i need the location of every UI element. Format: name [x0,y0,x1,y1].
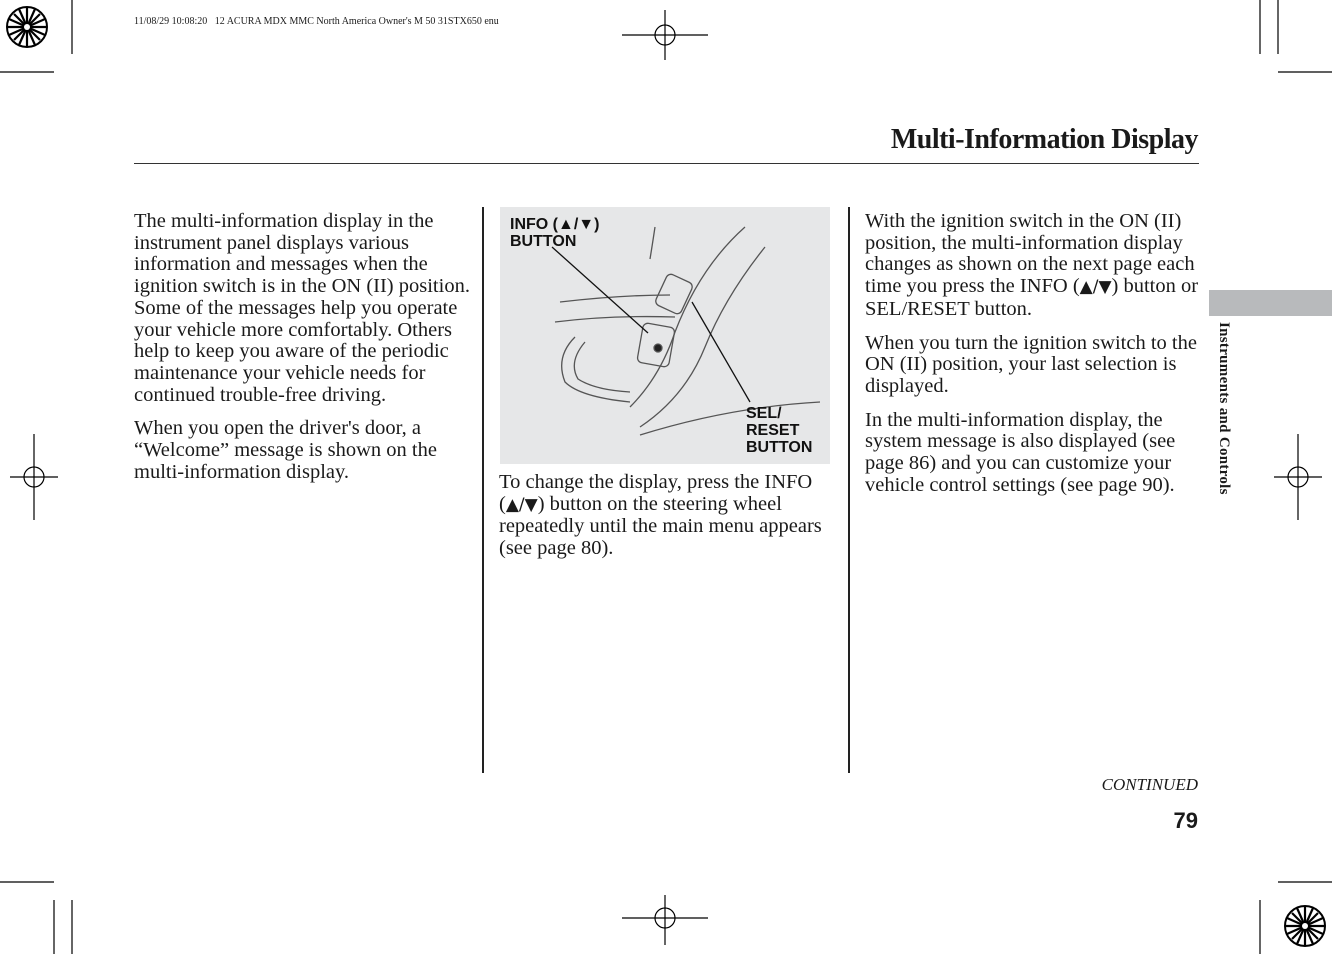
column-right [865,211,1200,508]
continued-note: CONTINUED [1101,775,1198,794]
crosshair-right [1274,434,1322,520]
up-down-arrow-icon: ▲/▼ [505,494,538,515]
steering-wheel-figure [500,207,830,464]
column-divider-1 [482,207,484,773]
column-divider-2 [848,207,850,773]
label-sel-reset-button: SEL/ RESET BUTTON [746,405,813,456]
page-number: 79 [1173,808,1198,833]
page-title: Multi-Information Display [890,124,1198,155]
paragraph-last-selection: When you turn the ignition switch to the ON (II) position, your last selection is displayed. [865,331,1197,397]
paragraph-welcome: When you open the driver's door, a “Welcome” message is shown on the multi-information display. [134,417,437,483]
column-middle [499,472,829,572]
label-info-button: INFO (▲/▼) BUTTON [510,216,600,250]
paragraph-intro: The multi-information display in the instrument panel displays various information and messages when the ignition switch is in the ON (II) position. Some of the messages help you operate your vehicle more comfortably. Others help to keep you aware of the periodic maintenance your vehicle needs for continued trouble-free driving. [134,210,470,406]
starburst-top-left [7,7,47,47]
crosshair-top [622,10,708,60]
starburst-bottom-right [1285,906,1325,946]
paragraph-change-display: To change the display, press the INFO (▲/▼) button on the steering wheel repeatedly until the main menu appears (see page 80). [499,471,822,560]
paragraph-system-message: In the multi-information display, the system message is also displayed (see page 86) and you can customize your vehicle control settings (see page 90). [865,408,1176,496]
up-down-arrow-icon: ▲/▼ [1079,277,1112,298]
crosshair-bottom [622,895,708,945]
crosshair-left [10,434,58,520]
title-rule [134,163,1199,164]
print-metadata: 11/08/29 10:08:20 12 ACURA MDX MMC North America Owner's M 50 31STX650 enu [134,16,499,27]
section-tab-label: Instruments and Controls [1216,322,1232,495]
column-left [134,211,474,495]
section-tab [1209,290,1332,316]
paragraph-ignition: With the ignition switch in the ON (II) position, the multi-information display changes as shown on the next page each time you press the INFO (▲/▼) button or SEL/RESET button. [865,210,1199,320]
